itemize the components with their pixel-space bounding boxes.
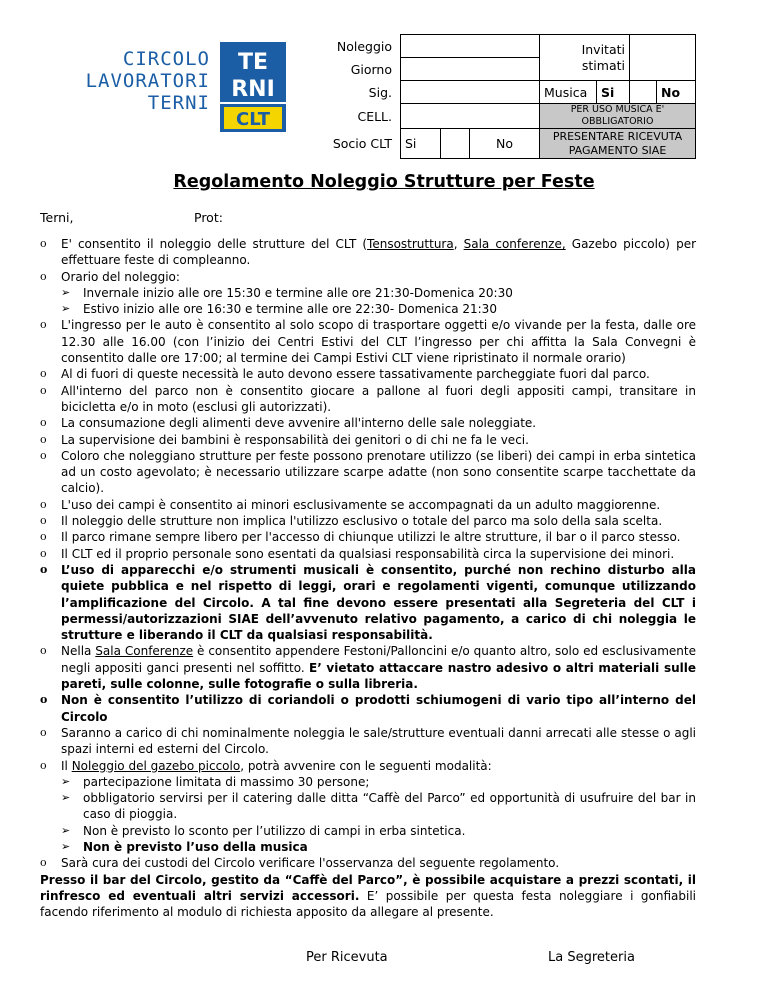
rental-form bbox=[328, 34, 696, 159]
rule-item: o La supervisione dei bambini è responsabilità dei genitori o di chi ne fa le veci. bbox=[40, 432, 696, 448]
rule-item: o Al di fuori di queste necessità le auto devono essere tassativamente parcheggiate fuori dal parco. bbox=[40, 366, 696, 382]
schedule-item: ➢ Invernale inizio alle ore 15:30 e termine alle ore 21:30-Domenica 20:30 bbox=[61, 285, 696, 301]
tensostruttura-link: Tensostruttura bbox=[367, 237, 454, 251]
socio-si[interactable]: Si bbox=[401, 129, 441, 159]
rule-item-music: o L’uso di apparecchi e/o strumenti musicali è consentito, purché non rechino disturbo alla quiete pubblica e nel rispetto di leggi, orari e regolamenti vigenti, comunque utilizzando l’amplificazione del Circolo. A tal fine devono essere presentati alla Segreteria del CLT i permessi/autorizzazioni SIAE dell’avvenuto relativo pagamento, a carico di chi noleggia le strutture e liberando il CLT da qualsiasi responsabilità. bbox=[40, 562, 696, 643]
rule-text: , bbox=[453, 237, 464, 251]
giorno-field[interactable] bbox=[401, 58, 540, 81]
gazebo-conditions bbox=[61, 774, 696, 855]
prot-label: Prot: bbox=[194, 210, 223, 225]
musica-si-box[interactable] bbox=[630, 81, 657, 104]
clt-logo bbox=[220, 42, 286, 132]
rules-body bbox=[40, 236, 696, 920]
rule-item bbox=[40, 643, 696, 692]
rule-item: o Il parco rimane sempre libero per l'accesso di chiunque utilizzi le altre strutture, il bar o il parco stesso. bbox=[40, 529, 696, 545]
socio-si-box[interactable] bbox=[440, 129, 469, 159]
svg-text:TE: TE bbox=[237, 50, 269, 75]
rule-item: o L'uso dei campi è consentito ai minori esclusivamente se accompagnati da un adulto maggiorenne. bbox=[40, 497, 696, 513]
siae-note-top bbox=[540, 104, 696, 129]
rule-item bbox=[40, 758, 696, 856]
page-title: Regolamento Noleggio Strutture per Feste bbox=[173, 172, 595, 192]
note-line-2: OBBLIGATORIO bbox=[581, 116, 654, 127]
gazebo-condition: ➢ obbligatorio servirsi per il catering dalle ditta “Caffè del Parco” ed opportunità di usufruire del bar in caso di pioggia. bbox=[61, 790, 696, 823]
rule-item: o La consumazione degli alimenti deve avvenire all'interno delle sale noleggiate. bbox=[40, 415, 696, 431]
invitati-field[interactable] bbox=[630, 35, 696, 81]
gazebo-condition: ➢ partecipazione limitata di massimo 30 persone; bbox=[61, 774, 696, 790]
socio-no[interactable]: No bbox=[469, 129, 539, 159]
rule-item: o Saranno a carico di chi nominalmente noleggia le sale/strutture eventuali danni arrecati alle stesse o agli spazi interni ed esterni del Circolo. bbox=[40, 725, 696, 758]
rule-item-coriandoli: o Non è consentito l’utilizzo di coriandoli o prodotti schiumogeni di vario tipo all’interno del Circolo bbox=[40, 692, 696, 725]
note-line-1: PER USO MUSICA E' bbox=[570, 104, 665, 115]
rules-list bbox=[40, 236, 696, 872]
musica-label: Musica bbox=[540, 81, 597, 104]
rule-item: o All'interno del parco non è consentito giocare a pallone al fuori degli appositi campi, transitare in bicicletta e/o in moto (esclusi gli autorizzati). bbox=[40, 383, 696, 416]
rule-text: è consentito appendere Festoni/Palloncini e/o quanto altro, solo ed esclusivamente negli appositi ganci presenti nel soffitto. bbox=[61, 644, 697, 675]
rule-item: o Coloro che noleggiano strutture per feste possono prenotare utilizzo (se liberi) dei campi in erba sintetica ad un costo agevolato; è necessario utilizzare scarpe adatte (non sono consentite scarpe tacchettate da calcio). bbox=[40, 448, 696, 497]
final-text: E’ possibile per questa festa noleggiare i gonfiabili facendo riferimento al modulo di richiesta apposito da allegare al presente. bbox=[40, 888, 696, 920]
schedule-list bbox=[61, 285, 696, 318]
rule-item: o L'ingresso per le auto è consentito al solo scopo di trasportare oggetti e/o vivande per la festa, dalle ore 12.30 alle 16.00 (con l’inizio dei Centri Estivi del CLT l’ingresso per chi affitta la Sala Convegni è consentito dalle ore 17:00; al termine dei Campi Estivi CLT viene ripristinato il normale orario) bbox=[40, 317, 696, 366]
final-bold-text: Presso il bar del Circolo, gestito da “Caffè del Parco”, è possibile acquistare a prezzi scontati, il rinfresco ed eventuali altri servizi accessori. bbox=[40, 872, 696, 903]
rule-item: o Il CLT ed il proprio personale sono esentati da qualsiasi responsabilità circa la supervisione dei minori. bbox=[40, 546, 696, 562]
segreteria-label: La Segreteria bbox=[548, 950, 635, 965]
rule-item: o Sarà cura dei custodi del Circolo verificare l'osservanza del seguente regolamento. bbox=[40, 855, 696, 871]
org-line-3: TERNI bbox=[147, 92, 210, 114]
final-paragraph bbox=[40, 872, 696, 921]
invitati-word: Invitati bbox=[581, 41, 625, 57]
rule-item bbox=[40, 236, 696, 269]
rule-text: E' consentito il noleggio delle strutture del CLT ( bbox=[61, 237, 368, 251]
sig-label: Sig. bbox=[368, 84, 392, 100]
musica-si[interactable]: Si bbox=[597, 81, 630, 104]
stimati-word: stimati bbox=[581, 57, 625, 73]
sig-field[interactable] bbox=[401, 81, 540, 104]
giorno-label: Giorno bbox=[350, 61, 392, 77]
sala-conferenze-ref: Sala Conferenze bbox=[95, 644, 194, 659]
rule-item bbox=[40, 269, 696, 318]
rule-text: Orario del noleggio: bbox=[61, 269, 180, 284]
invitati-label bbox=[540, 35, 630, 81]
gazebo-ref: Noleggio del gazebo piccolo bbox=[71, 758, 241, 773]
musica-no[interactable]: No bbox=[657, 81, 696, 104]
org-line-2: LAVORATORI bbox=[85, 70, 210, 92]
svg-text:RNI: RNI bbox=[231, 77, 275, 102]
cell-label: CELL. bbox=[357, 108, 392, 124]
note-line-4: PAGAMENTO SIAE bbox=[568, 143, 667, 157]
rule-text: Il bbox=[61, 758, 72, 773]
socio-label: Socio CLT bbox=[332, 136, 392, 151]
org-name bbox=[70, 48, 210, 114]
rule-text: Gazebo piccolo) per effettuare feste di compleanno. bbox=[61, 237, 697, 268]
per-ricevuta-label: Per Ricevuta bbox=[306, 950, 388, 965]
gazebo-condition: ➢ Non è previsto l’uso della musica bbox=[61, 839, 696, 855]
svg-text:CLT: CLT bbox=[236, 109, 270, 130]
rule-text-bold: E’ vietato attaccare nastro adesivo o altri materiali sulle pareti, sulle colonne, sulle fotografie o sulla libreria. bbox=[61, 660, 696, 692]
rule-text: , potrà avvenire con le seguenti modalità: bbox=[240, 758, 492, 773]
schedule-item: ➢ Estivo inizio alle ore 16:30 e termine alle ore 22:30- Domenica 21:30 bbox=[61, 301, 696, 317]
note-line-3: PRESENTARE RICEVUTA bbox=[552, 129, 683, 143]
cell-field[interactable] bbox=[401, 104, 540, 129]
sala-conferenze-link: Sala conferenze, bbox=[463, 237, 566, 251]
org-line-1: CIRCOLO bbox=[122, 48, 210, 70]
gazebo-condition: ➢ Non è previsto lo sconto per l’utilizzo di campi in erba sintetica. bbox=[61, 823, 696, 839]
rule-text: Nella bbox=[61, 644, 96, 659]
siae-note-bottom bbox=[540, 129, 696, 159]
noleggio-field[interactable] bbox=[401, 35, 540, 58]
rule-item: o Il noleggio delle strutture non implica l'utilizzo esclusivo o totale del parco ma solo della sala scelta. bbox=[40, 513, 696, 529]
noleggio-label: Noleggio bbox=[336, 38, 392, 54]
terni-label: Terni, bbox=[40, 210, 74, 225]
